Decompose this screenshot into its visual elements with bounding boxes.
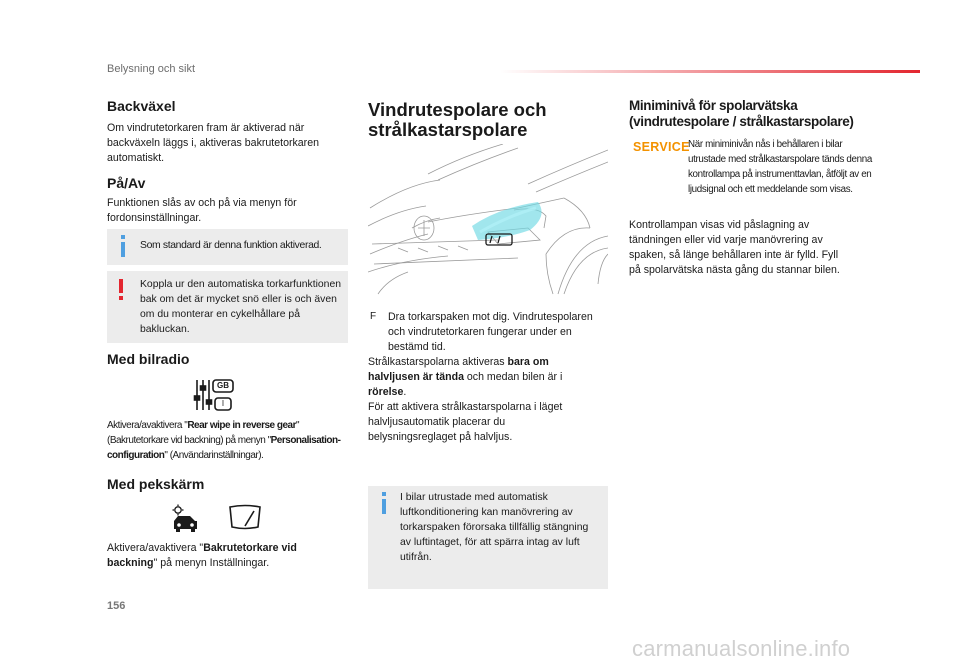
info-icon	[119, 235, 127, 257]
info-icon	[380, 492, 388, 514]
middle-title-line1: Vindrutespolare och	[368, 99, 547, 120]
page-number: 156	[107, 600, 126, 612]
service-warning-icon: SERVICE	[633, 140, 690, 154]
bilradio-title: Med bilradio	[107, 351, 190, 367]
right-text: Kontrollampan visas vid påslagning av tändningen eller vid varje manövrering av spaken, så länge behållaren inte är fylld. Fyll på spolarvätska nästa gång du stannar bilen.	[629, 219, 840, 276]
headlamp-washer-illustration	[368, 144, 608, 299]
bilradio-text: Aktivera/avaktivera "Rear wipe in reverse gear" (Bakrutetorkare vid backning) på menyn "Personalisation-configuration" (Användarinställningar).	[107, 420, 341, 461]
car-settings-icon	[170, 503, 200, 533]
middle-info-note-text: I bilar utrustade med automatisk luftkonditionering kan manövrering av torkarspaken förorsaka tillfällig stängning av luftintaget, för att spärra intag av luft utifrån.	[400, 492, 589, 563]
service-text: När miniminivån nås i behållaren i bilar utrustade med strålkastarspolare tänds denna kontrollampa på instrumenttavlan, åtföljt av en ljudsignal och ett meddelande som visas.	[688, 139, 872, 195]
step-text: Dra torkarspaken mot dig. Vindrutespolaren och vindrutetorkaren fungerar under en bestämd tid.	[388, 311, 593, 353]
middle-paragraph: Strålkastarspolarna aktiveras bara om halvljusen är tända och medan bilen är i rörelse.	[368, 356, 563, 398]
audio-badge-top: GB	[217, 381, 229, 390]
header-rule	[500, 70, 920, 73]
watermark: carmanualsonline.info	[632, 636, 851, 661]
rear-wiper-icon	[228, 503, 262, 531]
middle-title-line2: strålkastarspolare	[368, 119, 528, 140]
pa-av-text: Funktionen slås av och på via menyn för fordonsinställningar.	[107, 197, 297, 224]
pa-av-title: På/Av	[107, 175, 146, 191]
right-title-line2: (vindrutespolare / strålkastarspolare)	[629, 114, 854, 129]
audio-settings-icon	[193, 378, 235, 412]
middle-paragraph-2: För att aktivera strålkastarspolarna i läget halvljusautomatik placerar du belysningsreglaget på halvljus.	[368, 401, 563, 443]
pekskarm-text: Aktivera/avaktivera "Bakrutetorkare vid backning" på menyn Inställningar.	[107, 542, 297, 569]
warning-icon	[117, 279, 125, 301]
warning-note-text: Koppla ur den automatiska torkarfunktionen bak om det är mycket snö eller is och även om du monterar en cykelhållare på bakluckan.	[140, 279, 342, 335]
backvaxel-text: Om vindrutetorkaren fram är aktiverad när backväxeln läggs i, aktiveras bakrutetorkaren automatiskt.	[107, 122, 319, 164]
pekskarm-title: Med pekskärm	[107, 476, 205, 492]
step-bullet-icon: F	[370, 311, 377, 322]
info-note-text: Som standard är denna funktion aktiverad.	[140, 240, 322, 251]
section-header: Belysning och sikt	[107, 63, 196, 75]
backvaxel-title: Backväxel	[107, 98, 176, 114]
right-title-line1: Miniminivå för spolarvätska	[629, 98, 798, 113]
audio-badge-bottom: I	[221, 399, 225, 408]
